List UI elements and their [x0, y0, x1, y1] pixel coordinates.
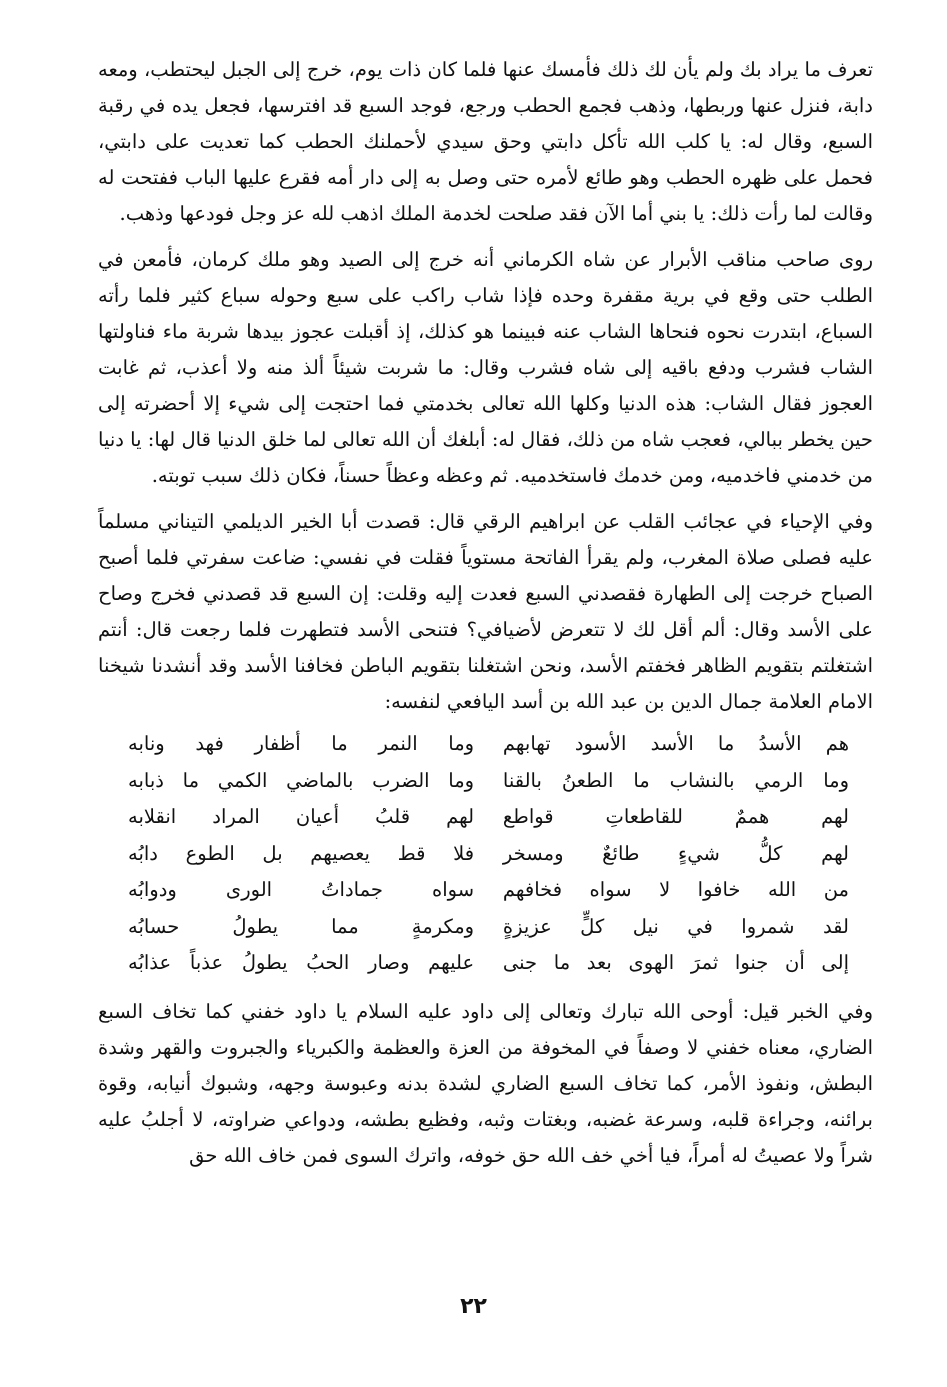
page-number: ٢٢ — [460, 1294, 487, 1319]
poem — [98, 726, 873, 982]
paragraph-ihya-lion: وفي الإحياء في عجائب القلب عن ابراهيم الرقي قال: قصدت أبا الخير الديلمي التيناني مسلماً عليه فصلى صلاة المغرب، ولم يقرأ الفاتحة مستوياً فقلت في نفسي: ضاعت سفرتي فلما أصبح الصباح خرجت إلى الطهارة فقصدني السبع فعدت إليه وقلت: إن السبع قد قصدني فخرج وصاح على الأسد وقال: ألم أقل لك لا تتعرض لأضيافي؟ فتنحى الأسد فتطهرت فلما رجعت قال: أنتم اشتغلتم بتقويم الظاهر فخفتم الأسد، ونحن اشتغلنا بتقويم الباطن فخافنا الأسد وقد أنشدنا شيخنا الامام العلامة جمال الدين بن عبد الله بن أسد اليافعي لنفسه: — [98, 510, 873, 713]
paragraph-shah-kirmani: روى صاحب مناقب الأبرار عن شاه الكرماني أنه خرج إلى الصيد وهو ملك كرمان، فأمعن في الطلب حتى وقع في برية مقفرة وحده فإذا شاب راكب على سبع وحوله سباع كثير فلما رأته السباع، ابتدرت نحوه فنحاها الشاب عنه فبينما هو كذلك، إذ أقبلت عجوز بيدها شربة ماء فناولتها الشاب فشرب ودفع باقيه إلى شاه فشرب وقال: ما شربت شيئاً ألذ منه ولا أعذب، ثم غابت العجوز فقال الشاب: هذه الدنيا وكلها الله تعالى بخدمتي فما احتجت إلى شيء إلا أحضرته إلى حين يخطر ببالي، فعجب شاه من ذلك، فقال له: أبلغك أن الله تعالى لما خلق الدنيا قال لها: يا دنيا من خدمني فاخدميه، ومن خدمك فاستخدميه. ثم وعظه وعظاً حسناً، فكان ذلك سبب توبته. — [98, 248, 873, 487]
verse-first-half: وما الرمي بالنشاب ما الطعنُ بالقنا — [502, 768, 849, 792]
verse-second-half: وما الضرب بالماضي الكمي ما ذبابه — [128, 768, 475, 792]
verse-first-half: من الله خافوا لا سواه فخافهم — [502, 878, 849, 901]
poem-verse — [128, 726, 849, 763]
verse-first-half: لهم هممٌ للقاطعاتِ قواطع — [502, 805, 849, 828]
verse-second-half: ومكرمةٍ مما يطولُ حسابُه — [128, 914, 475, 938]
poem-verse — [128, 872, 849, 909]
book-page — [98, 52, 873, 1184]
poem-verse — [128, 945, 849, 982]
verse-first-half: لهم كلُّ شيءٍ طائعٌ ومسخر — [502, 841, 849, 865]
poem-verse — [128, 799, 849, 836]
paragraph-dawud-khabar: وفي الخبر قيل: أوحى الله تبارك وتعالى إلى داود عليه السلام يا داود خفني كما تخاف السبع الضاري، معناه خفني لا وصفاً في المخوفة من العزة والعظمة والكبرياء والجبروت والقهر وشدة البطش، ونفوذ الأمر، كما تخاف السبع الضاري لشدة بدنه وعبوسة وجهه، وشبوك أنيابه، وقوة برائنه، وجراءة قلبه، وسرعة غضبه، وبغتات وثبه، وفظيع بطشه، ودواعي ضراوته، لا أجلبُ عليه شراً ولا عصيتُ له أمراً، فيا أخي خف الله حق خوفه، واترك السوى فمن خاف الله حق — [98, 999, 873, 1167]
verse-second-half: لهم قلبُ أعيان المراد انقلابه — [128, 805, 475, 828]
verse-second-half: عليهم وصار الحبُ يطولُ عذباً عذابُه — [128, 951, 475, 974]
verse-first-half: إلى أن جنوا ثمرَ الهوى بعد ما جنى — [502, 951, 849, 974]
paragraph-dabba-story: تعرف ما يراد بك ولم يأن لك ذلك فأمسك عنها فلما كان ذات يوم، خرج إلى الجبل ليحتطب، ومعه دابة، فنزل عنها وربطها، وذهب فجمع الحطب ورجع، فوجد السبع قد افترسها، فجعل يده في رقبة السبع، وقال له: يا كلب الله تأكل دابتي وحق سيدي لأحملنك الحطب كما تعديت على دابتي، فحمل على ظهره الحطب وهو طائع لأمره حتى وصل به إلى دار أمه فقرع عليها الباب ففتحت له وقالت لما رأت ذلك: يا بني أما الآن فقد صلحت لخدمة الملك اذهب لله عز وجل فودعها وذهب. — [98, 58, 873, 225]
verse-first-half: لقد شمروا في نيل كلٍّ عزيزةٍ — [502, 914, 849, 938]
verse-second-half: فلا قط يعصيهم بل الطوع دابُه — [128, 841, 475, 865]
poem-verse — [128, 836, 849, 873]
poem-verse — [128, 763, 849, 800]
verse-second-half: سواه جماداتُ الورى ودوابُه — [128, 878, 475, 901]
verse-second-half: وما النمر ما أظفار فهد ونابه — [128, 732, 475, 755]
verse-first-half: هم الأسدُ ما الأسد الأسود تهابهم — [502, 732, 849, 755]
poem-verse — [128, 909, 849, 946]
